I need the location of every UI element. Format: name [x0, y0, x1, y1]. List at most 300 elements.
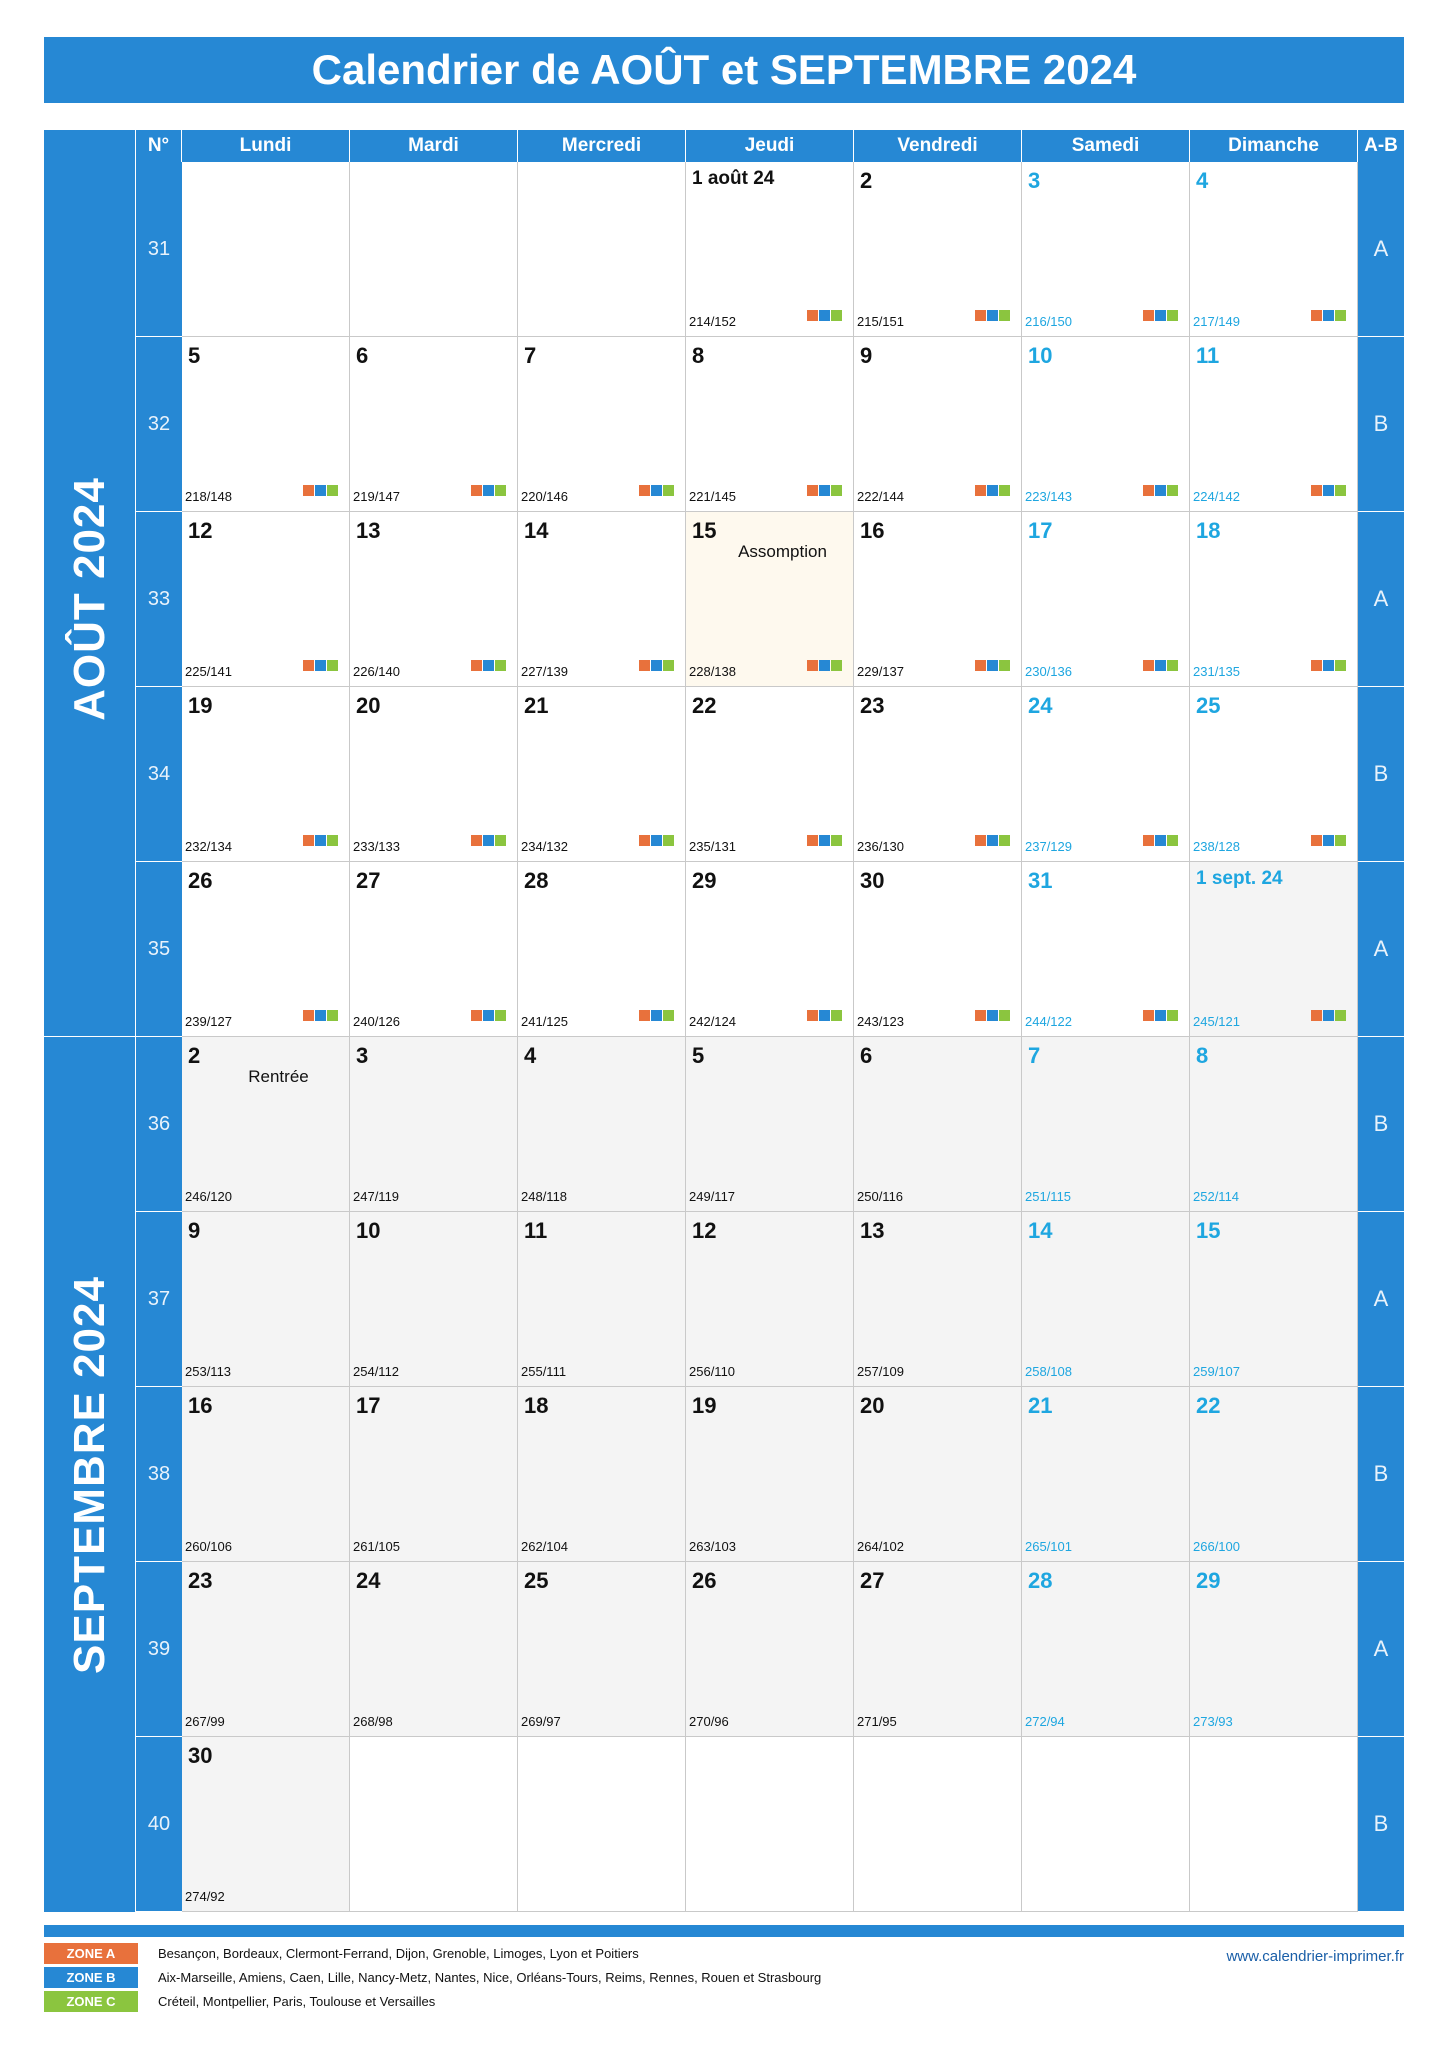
- day-of-year: 260/106: [185, 1539, 232, 1554]
- day-number: 24: [356, 1568, 381, 1593]
- day-number: 22: [692, 693, 717, 718]
- school-holiday-zones: [1143, 660, 1178, 671]
- header-week-number: N°: [136, 130, 182, 162]
- day-of-year: 274/92: [185, 1889, 225, 1904]
- zone-c-marker: [1167, 1010, 1178, 1021]
- day-cell[interactable]: [854, 1387, 1022, 1562]
- zone-c-marker: [327, 485, 338, 496]
- day-cell[interactable]: [518, 1562, 686, 1737]
- day-number: 28: [524, 868, 549, 893]
- zone-b-marker: [483, 485, 494, 496]
- day-number: 16: [188, 1393, 213, 1418]
- day-cell[interactable]: [1190, 512, 1358, 687]
- day-cell[interactable]: [854, 512, 1022, 687]
- day-of-year: 273/93: [1193, 1714, 1233, 1729]
- day-of-year: 249/117: [689, 1189, 736, 1204]
- zone-c-marker: [495, 485, 506, 496]
- zone-c-marker: [327, 835, 338, 846]
- day-of-year: 240/126: [353, 1014, 400, 1029]
- day-number: 19: [692, 1393, 717, 1418]
- week-number: 39: [136, 1562, 182, 1737]
- header-day-saturday: Samedi: [1022, 130, 1190, 162]
- day-number: 7: [524, 343, 537, 368]
- empty-day-cell: [854, 1737, 1022, 1912]
- zone-a-marker: [975, 660, 986, 671]
- day-of-year: 254/112: [353, 1364, 400, 1379]
- zone-b-marker: [1155, 835, 1166, 846]
- day-number: 11: [524, 1218, 548, 1243]
- week-number: 32: [136, 337, 182, 512]
- day-cell[interactable]: [1022, 162, 1190, 337]
- event-label: Rentrée: [248, 1067, 309, 1086]
- day-of-year: 263/103: [689, 1539, 736, 1554]
- day-number: 21: [1028, 1393, 1053, 1418]
- day-of-year: 245/121: [1193, 1014, 1240, 1029]
- zone-b-marker: [483, 835, 494, 846]
- zone-b-marker: [987, 310, 998, 321]
- day-cell[interactable]: [1022, 1212, 1190, 1387]
- day-of-year: 265/101: [1025, 1539, 1072, 1554]
- day-cell[interactable]: [518, 512, 686, 687]
- day-of-year: 262/104: [521, 1539, 568, 1554]
- website-link[interactable]: www.calendrier-imprimer.fr: [1226, 1948, 1404, 1965]
- day-cell[interactable]: [1022, 1037, 1190, 1212]
- day-cell[interactable]: [1190, 1037, 1358, 1212]
- zone-c-marker: [831, 660, 842, 671]
- day-cell[interactable]: [182, 862, 350, 1037]
- zone-b-marker: [651, 485, 662, 496]
- header-day-sunday: Dimanche: [1190, 130, 1358, 162]
- zone-a-marker: [1143, 485, 1154, 496]
- school-holiday-zones: [1143, 835, 1178, 846]
- day-of-year: 228/138: [689, 664, 736, 679]
- day-number: 14: [1028, 1218, 1053, 1243]
- day-cell[interactable]: [686, 337, 854, 512]
- zone-cities: Créteil, Montpellier, Paris, Toulouse et Versailles: [158, 1993, 436, 2009]
- header-day-wednesday: Mercredi: [518, 130, 686, 162]
- day-cell[interactable]: [686, 862, 854, 1037]
- day-cell[interactable]: [182, 1562, 350, 1737]
- day-number: 19: [188, 693, 213, 718]
- day-cell[interactable]: [1022, 1562, 1190, 1737]
- zone-b-marker: [987, 660, 998, 671]
- school-holiday-zones: [807, 485, 842, 496]
- zone-c-marker: [999, 1010, 1010, 1021]
- day-number: 29: [692, 868, 717, 893]
- zone-b-marker: [1323, 485, 1334, 496]
- day-of-year: 255/111: [521, 1364, 567, 1379]
- zone-badge: ZONE B: [44, 1967, 138, 1988]
- zone-b-marker: [1323, 1010, 1334, 1021]
- school-holiday-zones: [639, 485, 674, 496]
- day-cell[interactable]: [1190, 1212, 1358, 1387]
- day-of-year: 264/102: [857, 1539, 904, 1554]
- zone-a-marker: [639, 660, 650, 671]
- day-number: 29: [1196, 1568, 1221, 1593]
- zone-c-marker: [1167, 835, 1178, 846]
- zone-b-marker: [819, 835, 830, 846]
- day-cell[interactable]: [182, 512, 350, 687]
- zone-b-marker: [1323, 835, 1334, 846]
- school-holiday-zones: [975, 310, 1010, 321]
- zone-b-marker: [1155, 660, 1166, 671]
- day-cell[interactable]: [686, 1037, 854, 1212]
- day-cell[interactable]: [686, 1387, 854, 1562]
- day-number: 12: [188, 518, 213, 543]
- empty-day-cell: [1190, 1737, 1358, 1912]
- day-number: 23: [188, 1568, 213, 1593]
- zone-b-marker: [483, 660, 494, 671]
- zone-a-marker: [975, 485, 986, 496]
- school-holiday-zones: [303, 485, 338, 496]
- zone-c-marker: [999, 310, 1010, 321]
- zone-c-marker: [663, 835, 674, 846]
- day-cell[interactable]: [518, 1387, 686, 1562]
- zone-a-marker: [1143, 835, 1154, 846]
- header-day-thursday: Jeudi: [686, 130, 854, 162]
- zone-b-marker: [315, 485, 326, 496]
- day-of-year: 226/140: [353, 664, 400, 679]
- day-number: 3: [356, 1043, 369, 1068]
- zone-c-marker: [327, 1010, 338, 1021]
- week-number: 33: [136, 512, 182, 687]
- zone-a-marker: [975, 835, 986, 846]
- day-of-year: 268/98: [353, 1714, 393, 1729]
- empty-day-cell: [518, 162, 686, 337]
- zone-a-marker: [807, 660, 818, 671]
- day-number: 13: [860, 1218, 885, 1243]
- zone-b-marker: [651, 835, 662, 846]
- school-holiday-zones: [1311, 310, 1346, 321]
- day-cell[interactable]: [518, 1037, 686, 1212]
- empty-day-cell: [182, 162, 350, 337]
- zone-a-marker: [975, 310, 986, 321]
- day-of-year: 250/116: [857, 1189, 904, 1204]
- zone-c-marker: [327, 660, 338, 671]
- zone-c-marker: [663, 1010, 674, 1021]
- legend-row: [44, 1965, 821, 1989]
- week-number: 40: [136, 1737, 182, 1912]
- day-number: 30: [188, 1743, 213, 1768]
- day-number: 18: [1196, 518, 1221, 543]
- day-of-year: 272/94: [1025, 1714, 1065, 1729]
- day-cell[interactable]: [518, 687, 686, 862]
- school-holiday-zones: [303, 1010, 338, 1021]
- day-cell[interactable]: [1190, 1387, 1358, 1562]
- zone-b-marker: [1323, 660, 1334, 671]
- day-cell[interactable]: [854, 337, 1022, 512]
- day-of-year: 258/108: [1025, 1364, 1072, 1379]
- header-ab: A-B: [1358, 130, 1404, 162]
- zone-badge: ZONE C: [44, 1991, 138, 2012]
- day-of-year: 233/133: [353, 839, 400, 854]
- week-number: 35: [136, 862, 182, 1037]
- page-title: Calendrier de AOÛT et SEPTEMBRE 2024: [44, 37, 1404, 103]
- day-cell[interactable]: [854, 1562, 1022, 1737]
- day-cell[interactable]: [1022, 687, 1190, 862]
- day-of-year: 241/125: [521, 1014, 568, 1029]
- header-day-monday: Lundi: [182, 130, 350, 162]
- zone-a-marker: [303, 835, 314, 846]
- day-cell[interactable]: [350, 512, 518, 687]
- day-cell[interactable]: [350, 862, 518, 1037]
- day-cell[interactable]: [1022, 337, 1190, 512]
- zone-a-marker: [1143, 1010, 1154, 1021]
- day-of-year: 225/141: [185, 664, 232, 679]
- zone-a-marker: [471, 835, 482, 846]
- day-cell[interactable]: [854, 687, 1022, 862]
- school-holiday-zones: [1311, 835, 1346, 846]
- day-cell[interactable]: [854, 1212, 1022, 1387]
- day-number: 20: [356, 693, 381, 718]
- day-of-year: 259/107: [1193, 1364, 1240, 1379]
- day-of-year: 243/123: [857, 1014, 904, 1029]
- day-cell[interactable]: [182, 337, 350, 512]
- day-number: 25: [1196, 693, 1221, 718]
- day-of-year: 256/110: [689, 1364, 736, 1379]
- school-holiday-zones: [975, 1010, 1010, 1021]
- day-of-year: 223/143: [1025, 489, 1072, 504]
- day-cell[interactable]: [686, 1212, 854, 1387]
- zone-a-marker: [303, 1010, 314, 1021]
- school-holiday-zones: [471, 485, 506, 496]
- day-cell[interactable]: [182, 1387, 350, 1562]
- day-cell[interactable]: [350, 1037, 518, 1212]
- school-holiday-zones: [639, 835, 674, 846]
- zone-a-marker: [1311, 310, 1322, 321]
- day-number: 21: [524, 693, 549, 718]
- day-number: 23: [860, 693, 885, 718]
- school-holiday-zones: [807, 310, 842, 321]
- zone-c-marker: [999, 660, 1010, 671]
- zone-a-marker: [807, 1010, 818, 1021]
- zone-a-marker: [807, 485, 818, 496]
- day-of-year: 266/100: [1193, 1539, 1240, 1554]
- zone-c-marker: [1335, 660, 1346, 671]
- day-cell[interactable]: [518, 337, 686, 512]
- day-cell[interactable]: [1190, 687, 1358, 862]
- school-holiday-zones: [975, 835, 1010, 846]
- day-of-year: 242/124: [689, 1014, 736, 1029]
- zone-a-marker: [1311, 485, 1322, 496]
- zone-a-marker: [639, 1010, 650, 1021]
- day-of-year: 230/136: [1025, 664, 1072, 679]
- day-of-year: 218/148: [185, 489, 232, 504]
- day-number: 8: [692, 343, 705, 368]
- zone-c-marker: [495, 660, 506, 671]
- zone-c-marker: [495, 835, 506, 846]
- day-of-year: 237/129: [1025, 839, 1072, 854]
- zone-legend: [44, 1941, 821, 2013]
- school-holiday-zones: [1311, 1010, 1346, 1021]
- day-number: 15: [1196, 1218, 1221, 1243]
- zone-a-marker: [807, 310, 818, 321]
- day-cell[interactable]: [1190, 862, 1358, 1037]
- zone-b-marker: [1155, 485, 1166, 496]
- day-of-year: 269/97: [521, 1714, 561, 1729]
- day-number: 12: [692, 1218, 717, 1243]
- day-cell[interactable]: [350, 1562, 518, 1737]
- day-of-year: 261/105: [353, 1539, 400, 1554]
- day-cell[interactable]: [350, 1212, 518, 1387]
- day-of-year: 236/130: [857, 839, 904, 854]
- zone-c-marker: [1167, 660, 1178, 671]
- day-of-year: 246/120: [185, 1189, 232, 1204]
- day-cell[interactable]: [518, 862, 686, 1037]
- day-number: 27: [860, 1568, 885, 1593]
- day-cell[interactable]: [182, 1212, 350, 1387]
- day-cell[interactable]: [350, 687, 518, 862]
- day-of-year: 232/134: [185, 839, 232, 854]
- school-holiday-zones: [807, 835, 842, 846]
- zone-b-marker: [987, 835, 998, 846]
- school-holiday-zones: [471, 835, 506, 846]
- day-number: 1 août 24: [692, 168, 775, 189]
- zone-b-marker: [483, 1010, 494, 1021]
- day-cell[interactable]: [1190, 162, 1358, 337]
- header-corner: [44, 130, 136, 162]
- day-of-year: 221/145: [689, 489, 736, 504]
- day-cell[interactable]: [182, 1037, 350, 1212]
- day-of-year: 227/139: [521, 664, 568, 679]
- day-number: 9: [188, 1218, 201, 1243]
- school-holiday-zones: [807, 660, 842, 671]
- day-of-year: 267/99: [185, 1714, 225, 1729]
- day-cell[interactable]: [1022, 1387, 1190, 1562]
- week-number: 37: [136, 1212, 182, 1387]
- day-number: 17: [1028, 518, 1053, 543]
- day-cell[interactable]: [686, 162, 854, 337]
- day-number: 7: [1028, 1043, 1041, 1068]
- zone-badge: ZONE A: [44, 1943, 138, 1964]
- day-number: 4: [1196, 168, 1209, 193]
- day-of-year: 231/135: [1193, 664, 1240, 679]
- school-holiday-zones: [303, 835, 338, 846]
- month-label-august: AOÛT 2024: [64, 477, 114, 721]
- zone-a-marker: [471, 1010, 482, 1021]
- day-cell[interactable]: [1022, 862, 1190, 1037]
- day-number: 5: [188, 343, 201, 368]
- day-cell[interactable]: [686, 687, 854, 862]
- zone-a-marker: [1311, 660, 1322, 671]
- school-holiday-zones: [639, 1010, 674, 1021]
- week-ab-letter: A: [1358, 512, 1404, 687]
- day-cell[interactable]: [1022, 512, 1190, 687]
- zone-a-marker: [1143, 660, 1154, 671]
- zone-b-marker: [315, 835, 326, 846]
- zone-c-marker: [831, 835, 842, 846]
- zone-c-marker: [831, 485, 842, 496]
- day-of-year: 222/144: [857, 489, 904, 504]
- zone-a-marker: [471, 485, 482, 496]
- school-holiday-zones: [1311, 485, 1346, 496]
- day-of-year: 248/118: [521, 1189, 568, 1204]
- day-of-year: 235/131: [689, 839, 736, 854]
- header-day-tuesday: Mardi: [350, 130, 518, 162]
- zone-cities: Aix-Marseille, Amiens, Caen, Lille, Nancy-Metz, Nantes, Nice, Orléans-Tours, Reims, Rennes, Rouen et Strasbourg: [158, 1969, 822, 1985]
- zone-c-marker: [831, 1010, 842, 1021]
- calendar-grid: [44, 130, 1404, 1937]
- day-number: 25: [524, 1568, 549, 1593]
- day-number: 11: [1196, 343, 1220, 368]
- day-cell[interactable]: [854, 1037, 1022, 1212]
- day-number: 6: [860, 1043, 873, 1068]
- day-number: 13: [356, 518, 381, 543]
- day-number: 3: [1028, 168, 1041, 193]
- day-of-year: 220/146: [521, 489, 568, 504]
- day-number: 22: [1196, 1393, 1221, 1418]
- legend-row: [44, 1941, 821, 1965]
- day-cell[interactable]: [854, 162, 1022, 337]
- day-of-year: 216/150: [1025, 314, 1072, 329]
- day-of-year: 247/119: [353, 1189, 400, 1204]
- day-cell[interactable]: [854, 862, 1022, 1037]
- week-number: 38: [136, 1387, 182, 1562]
- day-cell[interactable]: [518, 1212, 686, 1387]
- zone-c-marker: [831, 310, 842, 321]
- day-of-year: 238/128: [1193, 839, 1240, 854]
- day-number: 31: [1028, 868, 1053, 893]
- school-holiday-zones: [639, 660, 674, 671]
- zone-b-marker: [315, 660, 326, 671]
- month-band-august: [44, 162, 136, 1037]
- day-cell[interactable]: [1190, 1562, 1358, 1737]
- day-number: 26: [188, 868, 213, 893]
- week-number: 34: [136, 687, 182, 862]
- day-cell[interactable]: [182, 1737, 350, 1912]
- zone-a-marker: [303, 485, 314, 496]
- day-number: 17: [356, 1393, 381, 1418]
- day-cell[interactable]: [1190, 337, 1358, 512]
- school-holiday-zones: [303, 660, 338, 671]
- zone-a-marker: [639, 485, 650, 496]
- day-number: 20: [860, 1393, 885, 1418]
- zone-c-marker: [1167, 485, 1178, 496]
- zone-b-marker: [1155, 1010, 1166, 1021]
- day-cell[interactable]: [686, 512, 854, 687]
- zone-b-marker: [819, 1010, 830, 1021]
- school-holiday-zones: [471, 660, 506, 671]
- school-holiday-zones: [975, 660, 1010, 671]
- day-of-year: 217/149: [1193, 314, 1240, 329]
- day-cell[interactable]: [350, 1387, 518, 1562]
- week-ab-letter: A: [1358, 1562, 1404, 1737]
- day-number: 14: [524, 518, 549, 543]
- day-number: 28: [1028, 1568, 1053, 1593]
- zone-b-marker: [987, 1010, 998, 1021]
- day-of-year: 252/114: [1193, 1189, 1240, 1204]
- zone-c-marker: [1335, 310, 1346, 321]
- day-number: 8: [1196, 1043, 1209, 1068]
- day-cell[interactable]: [350, 337, 518, 512]
- empty-day-cell: [518, 1737, 686, 1912]
- day-cell[interactable]: [182, 687, 350, 862]
- zone-c-marker: [663, 485, 674, 496]
- zone-c-marker: [1167, 310, 1178, 321]
- day-of-year: 219/147: [353, 489, 400, 504]
- day-cell[interactable]: [686, 1562, 854, 1737]
- week-ab-letter: A: [1358, 162, 1404, 337]
- day-number: 16: [860, 518, 885, 543]
- zone-b-marker: [819, 660, 830, 671]
- day-of-year: 257/109: [857, 1364, 904, 1379]
- empty-day-cell: [686, 1737, 854, 1912]
- zone-a-marker: [639, 835, 650, 846]
- zone-c-marker: [663, 660, 674, 671]
- zone-c-marker: [1335, 835, 1346, 846]
- day-of-year: 239/127: [185, 1014, 232, 1029]
- week-ab-letter: A: [1358, 1212, 1404, 1387]
